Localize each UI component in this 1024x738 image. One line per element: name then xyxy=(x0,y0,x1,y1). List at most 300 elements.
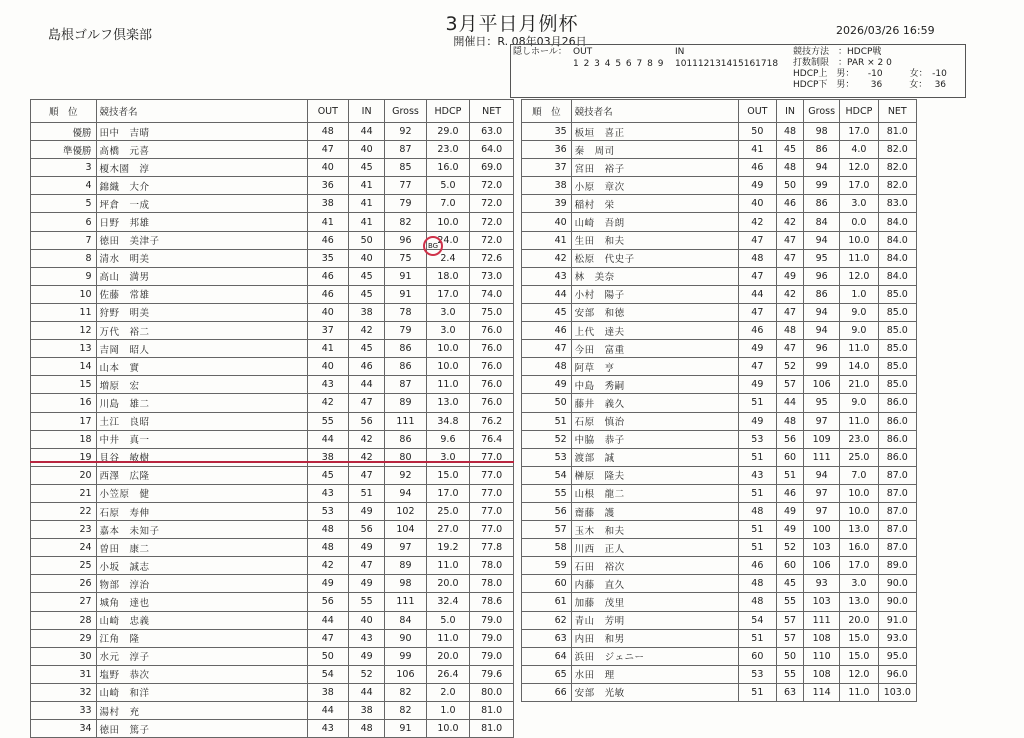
net-cell: 77.0 xyxy=(470,502,514,520)
net-cell: 79.0 xyxy=(470,611,514,629)
hdcp-cell: 2.0 xyxy=(426,683,470,701)
player-name-cell: 貝谷 敏樹 xyxy=(96,448,307,466)
hdcp-cell: 10.0 xyxy=(426,720,470,738)
table-row xyxy=(522,358,917,376)
rank-cell: 42 xyxy=(522,249,572,267)
hdcp-cell: 15.0 xyxy=(426,466,470,484)
col-player-name: 競技者名 xyxy=(96,100,307,123)
hdcp-cell: 20.0 xyxy=(426,575,470,593)
hdcp-cell: 10.0 xyxy=(426,340,470,358)
in-cell: 40 xyxy=(348,141,384,159)
net-cell: 77.0 xyxy=(470,466,514,484)
in-cell: 47 xyxy=(777,249,804,267)
player-name-cell: 小原 章次 xyxy=(571,177,738,195)
player-name-cell: 吉岡 昭人 xyxy=(96,340,307,358)
net-cell: 77.0 xyxy=(470,448,514,466)
in-cell: 40 xyxy=(348,611,384,629)
hdcp-cell: 12.0 xyxy=(840,159,878,177)
table-row xyxy=(31,647,514,665)
gross-cell: 96 xyxy=(804,340,840,358)
out-cell: 38 xyxy=(307,683,348,701)
gross-cell: 108 xyxy=(804,629,840,647)
out-label: OUT xyxy=(573,47,593,57)
table-row xyxy=(31,448,514,466)
in-cell: 44 xyxy=(348,376,384,394)
col-rank: 順 位 xyxy=(522,100,572,123)
gross-cell: 91 xyxy=(385,720,426,738)
gross-cell: 77 xyxy=(385,177,426,195)
player-name-cell: 松原 代史子 xyxy=(571,249,738,267)
table-row xyxy=(522,502,917,520)
rank-cell: 14 xyxy=(31,358,97,376)
in-cell: 47 xyxy=(777,340,804,358)
net-cell: 80.0 xyxy=(470,683,514,701)
net-cell: 86.0 xyxy=(878,448,916,466)
gross-cell: 86 xyxy=(385,358,426,376)
gross-cell: 103 xyxy=(804,593,840,611)
net-cell: 84.0 xyxy=(878,213,916,231)
hdcp-cell: 5.0 xyxy=(426,611,470,629)
out-cell: 53 xyxy=(738,665,776,683)
table-row xyxy=(522,647,917,665)
in-cell: 45 xyxy=(348,285,384,303)
net-cell: 89.0 xyxy=(878,557,916,575)
in-cell: 41 xyxy=(348,213,384,231)
rank-cell: 38 xyxy=(522,177,572,195)
gross-cell: 80 xyxy=(385,448,426,466)
net-cell: 76.2 xyxy=(470,412,514,430)
table-row xyxy=(31,611,514,629)
rank-cell: 54 xyxy=(522,466,572,484)
player-name-cell: 渡部 誠 xyxy=(571,448,738,466)
rank-cell: 66 xyxy=(522,683,572,701)
out-cell: 51 xyxy=(738,521,776,539)
rank-cell: 33 xyxy=(31,702,97,720)
hdcp-cell: 23.0 xyxy=(426,141,470,159)
col-hdcp: HDCP xyxy=(426,100,470,123)
net-cell: 75.0 xyxy=(470,303,514,321)
rank-cell: 41 xyxy=(522,231,572,249)
col-player-name: 競技者名 xyxy=(571,100,738,123)
event-date: 開催日：R. 08年03月26日 xyxy=(453,35,587,48)
table-row xyxy=(31,557,514,575)
net-cell: 63.0 xyxy=(470,123,514,141)
in-cell: 56 xyxy=(348,412,384,430)
player-name-cell: 西澤 広隆 xyxy=(96,466,307,484)
rank-cell: 3 xyxy=(31,159,97,177)
in-cell: 38 xyxy=(348,702,384,720)
rank-cell: 26 xyxy=(31,575,97,593)
hdcp-cell: 25.0 xyxy=(426,502,470,520)
in-cell: 49 xyxy=(348,575,384,593)
player-name-cell: 青山 芳明 xyxy=(571,611,738,629)
player-name-cell: 塩野 恭次 xyxy=(96,665,307,683)
rank-cell: 60 xyxy=(522,575,572,593)
bg-annotation-mark: BG xyxy=(423,236,443,256)
gross-cell: 111 xyxy=(804,448,840,466)
in-cell: 52 xyxy=(777,539,804,557)
hdcp-cell: 26.4 xyxy=(426,665,470,683)
table-row xyxy=(522,177,917,195)
out-cell: 53 xyxy=(738,430,776,448)
gross-cell: 94 xyxy=(804,466,840,484)
in-cell: 38 xyxy=(348,303,384,321)
in-cell: 49 xyxy=(348,647,384,665)
gross-cell: 92 xyxy=(385,466,426,484)
page-title: 3月平日月例杯 xyxy=(445,13,579,35)
table-row xyxy=(31,720,514,738)
gross-cell: 79 xyxy=(385,195,426,213)
out-cell: 41 xyxy=(307,340,348,358)
net-cell: 87.0 xyxy=(878,466,916,484)
rank-cell: 16 xyxy=(31,394,97,412)
hdcp-cell: 11.0 xyxy=(840,412,878,430)
out-cell: 46 xyxy=(738,159,776,177)
player-name-cell: 湯村 充 xyxy=(96,702,307,720)
table-row xyxy=(522,195,917,213)
net-cell: 85.0 xyxy=(878,376,916,394)
col-gross: Gross xyxy=(804,100,840,123)
col-gross: Gross xyxy=(385,100,426,123)
player-name-cell: 内田 和男 xyxy=(571,629,738,647)
table-row xyxy=(522,665,917,683)
out-cell: 40 xyxy=(307,303,348,321)
table-row xyxy=(31,394,514,412)
rank-cell: 30 xyxy=(31,647,97,665)
net-cell: 79.0 xyxy=(470,629,514,647)
hdcp-cell: 4.0 xyxy=(840,141,878,159)
net-cell: 77.8 xyxy=(470,539,514,557)
player-name-cell: 稲村 栄 xyxy=(571,195,738,213)
net-cell: 78.0 xyxy=(470,575,514,593)
out-cell: 49 xyxy=(738,376,776,394)
net-cell: 87.0 xyxy=(878,484,916,502)
in-cell: 56 xyxy=(777,430,804,448)
competition-method: 競技方法 ：HDCP戦 xyxy=(793,47,882,57)
table-row xyxy=(31,177,514,195)
in-cell: 47 xyxy=(348,394,384,412)
in-cell: 51 xyxy=(777,466,804,484)
player-name-cell: 今田 富重 xyxy=(571,340,738,358)
gross-cell: 82 xyxy=(385,213,426,231)
gross-cell: 96 xyxy=(804,267,840,285)
hdcp-cell: 3.0 xyxy=(840,575,878,593)
net-cell: 76.0 xyxy=(470,322,514,340)
hdcp-cell: 19.2 xyxy=(426,539,470,557)
table-row xyxy=(522,430,917,448)
hdcp-cell: 16.0 xyxy=(426,159,470,177)
gross-cell: 79 xyxy=(385,322,426,340)
net-cell: 82.0 xyxy=(878,159,916,177)
rank-cell: 準優勝 xyxy=(31,141,97,159)
col-in: IN xyxy=(348,100,384,123)
net-cell: 74.0 xyxy=(470,285,514,303)
net-cell: 86.0 xyxy=(878,430,916,448)
table-row xyxy=(31,629,514,647)
table-row xyxy=(522,249,917,267)
in-holes: 101112131415161718 xyxy=(675,59,779,69)
out-cell: 38 xyxy=(307,448,348,466)
net-cell: 72.0 xyxy=(470,231,514,249)
gross-cell: 91 xyxy=(385,267,426,285)
player-name-cell: 清水 明美 xyxy=(96,249,307,267)
hdcp-cell: 16.0 xyxy=(840,539,878,557)
net-cell: 87.0 xyxy=(878,502,916,520)
rank-cell: 15 xyxy=(31,376,97,394)
in-cell: 49 xyxy=(777,521,804,539)
in-cell: 40 xyxy=(348,249,384,267)
net-cell: 76.0 xyxy=(470,394,514,412)
in-cell: 49 xyxy=(777,502,804,520)
table-row xyxy=(31,665,514,683)
in-cell: 49 xyxy=(777,267,804,285)
net-cell: 72.0 xyxy=(470,195,514,213)
out-cell: 56 xyxy=(307,593,348,611)
player-name-cell: 城角 達也 xyxy=(96,593,307,611)
hdcp-cell: 9.0 xyxy=(840,322,878,340)
gross-cell: 110 xyxy=(804,647,840,665)
in-cell: 42 xyxy=(348,430,384,448)
gross-cell: 98 xyxy=(385,575,426,593)
rank-cell: 5 xyxy=(31,195,97,213)
gross-cell: 89 xyxy=(385,557,426,575)
table-row xyxy=(522,159,917,177)
table-row xyxy=(522,394,917,412)
table-row xyxy=(522,141,917,159)
rank-cell: 32 xyxy=(31,683,97,701)
table-row xyxy=(31,683,514,701)
gross-cell: 97 xyxy=(385,539,426,557)
in-cell: 46 xyxy=(777,195,804,213)
player-name-cell: 徳田 篤子 xyxy=(96,720,307,738)
rank-cell: 27 xyxy=(31,593,97,611)
in-cell: 45 xyxy=(348,267,384,285)
table-row xyxy=(522,448,917,466)
in-cell: 46 xyxy=(348,358,384,376)
out-cell: 44 xyxy=(307,430,348,448)
in-cell: 46 xyxy=(777,484,804,502)
hdcp-cell: 11.0 xyxy=(840,340,878,358)
gross-cell: 108 xyxy=(804,665,840,683)
gross-cell: 111 xyxy=(385,412,426,430)
in-cell: 52 xyxy=(348,665,384,683)
hdcp-cell: 3.0 xyxy=(426,322,470,340)
hdcp-cell: 11.0 xyxy=(426,376,470,394)
hdcp-cell: 15.0 xyxy=(840,647,878,665)
gross-cell: 94 xyxy=(804,231,840,249)
player-name-cell: 小笠原 健 xyxy=(96,484,307,502)
in-cell: 48 xyxy=(777,322,804,340)
in-cell: 41 xyxy=(348,195,384,213)
in-cell: 48 xyxy=(777,123,804,141)
gross-cell: 96 xyxy=(385,231,426,249)
net-cell: 76.4 xyxy=(470,430,514,448)
hdcp-cell: 13.0 xyxy=(840,521,878,539)
in-cell: 60 xyxy=(777,448,804,466)
hdcp-cell: 32.4 xyxy=(426,593,470,611)
out-cell: 47 xyxy=(307,141,348,159)
table-row xyxy=(522,213,917,231)
table-row xyxy=(31,430,514,448)
table-row xyxy=(522,683,917,701)
player-name-cell: 曽田 康二 xyxy=(96,539,307,557)
out-cell: 42 xyxy=(307,557,348,575)
gross-cell: 75 xyxy=(385,249,426,267)
gross-cell: 93 xyxy=(804,575,840,593)
gross-cell: 114 xyxy=(804,683,840,701)
hdcp-cell: 2.4 xyxy=(426,249,470,267)
out-cell: 45 xyxy=(307,466,348,484)
in-cell: 57 xyxy=(777,629,804,647)
table-row xyxy=(31,141,514,159)
table-row xyxy=(31,358,514,376)
out-cell: 48 xyxy=(738,575,776,593)
hdcp-cell: 7.0 xyxy=(426,195,470,213)
net-cell: 87.0 xyxy=(878,539,916,557)
out-cell: 47 xyxy=(738,303,776,321)
table-row xyxy=(522,123,917,141)
col-hdcp: HDCP xyxy=(840,100,878,123)
table-row xyxy=(31,521,514,539)
net-cell: 81.0 xyxy=(878,123,916,141)
in-cell: 48 xyxy=(777,159,804,177)
player-name-cell: 川西 正人 xyxy=(571,539,738,557)
out-cell: 51 xyxy=(738,629,776,647)
rank-cell: 63 xyxy=(522,629,572,647)
gross-cell: 94 xyxy=(385,484,426,502)
in-cell: 44 xyxy=(348,123,384,141)
in-cell: 50 xyxy=(777,647,804,665)
out-cell: 43 xyxy=(738,466,776,484)
player-name-cell: 狩野 明美 xyxy=(96,303,307,321)
net-cell: 79.0 xyxy=(470,647,514,665)
player-name-cell: 板垣 喜正 xyxy=(571,123,738,141)
rank-cell: 50 xyxy=(522,394,572,412)
in-cell: 42 xyxy=(777,213,804,231)
table-row xyxy=(31,593,514,611)
out-cell: 47 xyxy=(738,267,776,285)
rank-cell: 23 xyxy=(31,521,97,539)
rank-cell: 46 xyxy=(522,322,572,340)
cut-line xyxy=(30,461,514,463)
player-name-cell: 徳田 美津子 xyxy=(96,231,307,249)
player-name-cell: 水田 理 xyxy=(571,665,738,683)
in-cell: 55 xyxy=(777,593,804,611)
table-row xyxy=(31,484,514,502)
stroke-limit: 打数制限 ：PAR × 2 0 xyxy=(793,58,892,68)
hdcp-cell: 11.0 xyxy=(426,557,470,575)
rank-cell: 37 xyxy=(522,159,572,177)
rank-cell: 51 xyxy=(522,412,572,430)
gross-cell: 104 xyxy=(385,521,426,539)
col-out: OUT xyxy=(307,100,348,123)
player-name-cell: 川島 雄二 xyxy=(96,394,307,412)
hdcp-cell: 3.0 xyxy=(426,448,470,466)
hdcp-cell: 11.0 xyxy=(426,629,470,647)
in-cell: 48 xyxy=(348,720,384,738)
in-cell: 41 xyxy=(348,177,384,195)
net-cell: 85.0 xyxy=(878,358,916,376)
hdcp-cell: 17.0 xyxy=(426,285,470,303)
hdcp-cell: 25.0 xyxy=(840,448,878,466)
out-cell: 37 xyxy=(307,322,348,340)
table-row xyxy=(522,521,917,539)
out-cell: 54 xyxy=(307,665,348,683)
out-cell: 40 xyxy=(307,159,348,177)
rank-cell: 11 xyxy=(31,303,97,321)
out-cell: 50 xyxy=(307,647,348,665)
player-name-cell: 安部 光敏 xyxy=(571,683,738,701)
out-cell: 54 xyxy=(738,611,776,629)
net-cell: 78.0 xyxy=(470,557,514,575)
gross-cell: 99 xyxy=(804,177,840,195)
hdcp-cell: 11.0 xyxy=(840,683,878,701)
hdcp-cell: 23.0 xyxy=(840,430,878,448)
gross-cell: 87 xyxy=(385,141,426,159)
hdcp-cell: 10.0 xyxy=(840,502,878,520)
player-name-cell: 石原 寿伸 xyxy=(96,502,307,520)
out-cell: 46 xyxy=(738,322,776,340)
rank-cell: 29 xyxy=(31,629,97,647)
net-cell: 85.0 xyxy=(878,285,916,303)
in-cell: 42 xyxy=(348,448,384,466)
rank-cell: 36 xyxy=(522,141,572,159)
rank-cell: 40 xyxy=(522,213,572,231)
player-name-cell: 石原 慎治 xyxy=(571,412,738,430)
out-cell: 43 xyxy=(307,484,348,502)
hdcp-cell: 20.0 xyxy=(840,611,878,629)
table-row xyxy=(31,303,514,321)
in-cell: 44 xyxy=(348,683,384,701)
out-cell: 40 xyxy=(307,358,348,376)
rank-cell: 4 xyxy=(31,177,97,195)
net-cell: 82.0 xyxy=(878,141,916,159)
net-cell: 84.0 xyxy=(878,267,916,285)
player-name-cell: 万代 裕二 xyxy=(96,322,307,340)
hdcp-cell: 34.8 xyxy=(426,412,470,430)
printed-timestamp: 2026/03/26 16:59 xyxy=(836,24,935,37)
hdcp-cell: 9.0 xyxy=(840,303,878,321)
out-cell: 46 xyxy=(307,285,348,303)
player-name-cell: 錦織 大介 xyxy=(96,177,307,195)
rank-cell: 31 xyxy=(31,665,97,683)
rank-cell: 47 xyxy=(522,340,572,358)
table-row xyxy=(31,539,514,557)
out-cell: 48 xyxy=(738,502,776,520)
in-cell: 45 xyxy=(348,159,384,177)
hdcp-cell: 0.0 xyxy=(840,213,878,231)
out-cell: 50 xyxy=(738,123,776,141)
rank-cell: 6 xyxy=(31,213,97,231)
rank-cell: 35 xyxy=(522,123,572,141)
net-cell: 87.0 xyxy=(878,521,916,539)
rank-cell: 48 xyxy=(522,358,572,376)
table-row xyxy=(522,593,917,611)
hdcp-cell: 14.0 xyxy=(840,358,878,376)
gross-cell: 97 xyxy=(804,412,840,430)
in-cell: 47 xyxy=(777,231,804,249)
rank-cell: 9 xyxy=(31,267,97,285)
out-cell: 49 xyxy=(738,177,776,195)
table-row xyxy=(522,466,917,484)
player-name-cell: 加藤 茂里 xyxy=(571,593,738,611)
out-cell: 53 xyxy=(307,502,348,520)
table-row xyxy=(31,575,514,593)
rank-cell: 55 xyxy=(522,484,572,502)
hdcp-cell: 21.0 xyxy=(840,376,878,394)
player-name-cell: 坪倉 一成 xyxy=(96,195,307,213)
rank-cell: 53 xyxy=(522,448,572,466)
